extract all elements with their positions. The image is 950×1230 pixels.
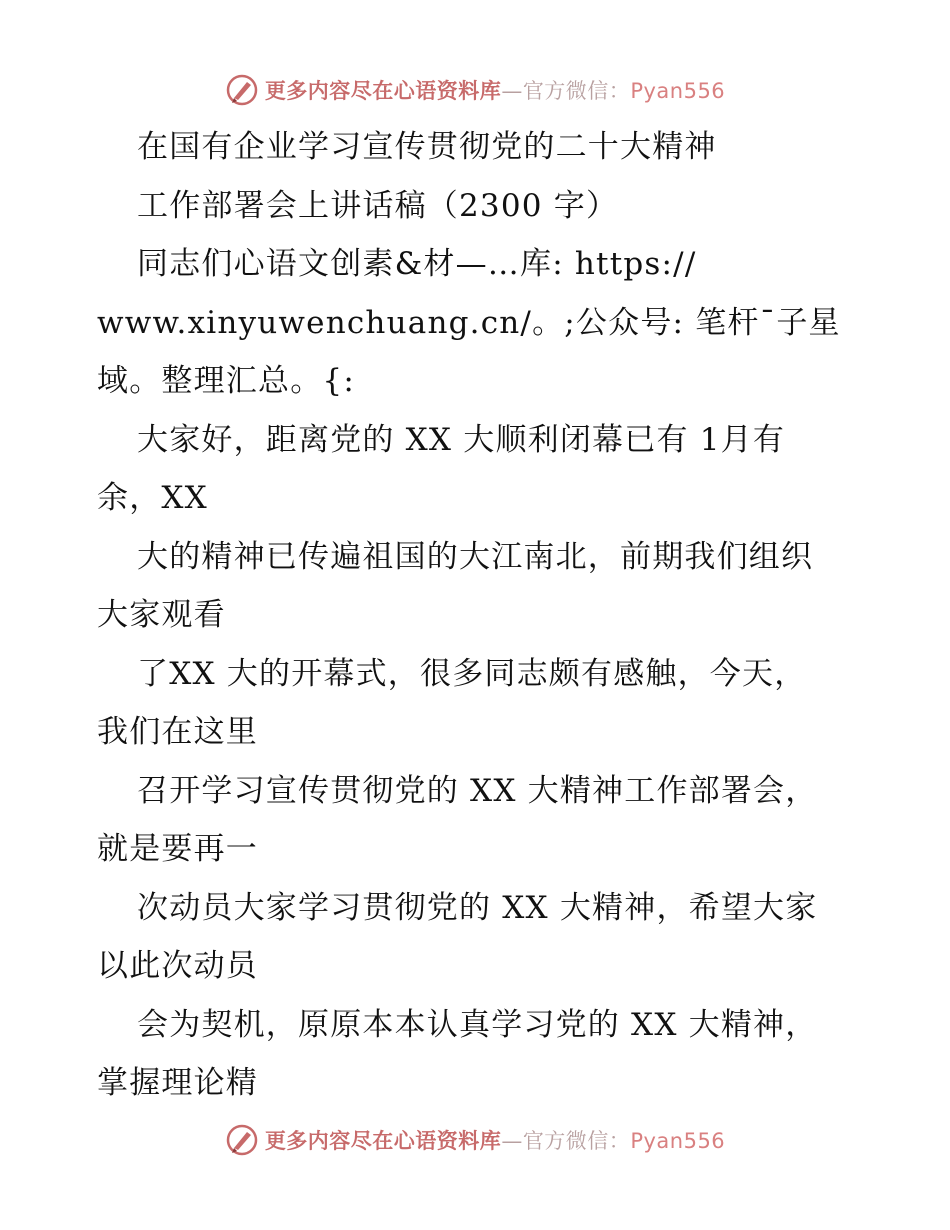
text-line: 掌握理论精 bbox=[97, 1065, 258, 1101]
text-line: 会为契机，原原本本认真学习党的 XX 大精神， bbox=[137, 1006, 818, 1043]
pen-logo-icon bbox=[225, 73, 259, 107]
pen-logo-icon bbox=[225, 1123, 259, 1157]
text-line: 余，XX bbox=[97, 480, 208, 516]
text-line: www.xinyuwenchuang.cn/。;公众号: 笔杆¯子星 bbox=[97, 304, 841, 341]
text-line: 我们在这里 bbox=[97, 714, 258, 750]
text-line: 召开学习宣传贯彻党的 XX 大精神工作部署会， bbox=[137, 772, 818, 809]
header-watermark bbox=[0, 70, 950, 110]
text-line: 就是要再一 bbox=[97, 831, 258, 867]
document-body bbox=[97, 118, 877, 1113]
text-line: 同志们心语文创素&材—…库: https:// bbox=[137, 246, 697, 282]
text-line: 工作部署会上讲话稿（2300 字） bbox=[137, 187, 619, 224]
text-line: 了XX 大的开幕式，很多同志颇有感触，今天， bbox=[137, 655, 807, 692]
text-line: 次动员大家学习贯彻党的 XX 大精神，希望大家 bbox=[137, 889, 818, 926]
text-line: 大家观看 bbox=[97, 597, 226, 633]
watermark-text: 更多内容尽在心语资料库—官方微信：Pyan556 bbox=[264, 79, 726, 103]
text-line: 大家好，距离党的 XX 大顺利闭幕已有 1月有 bbox=[137, 421, 786, 458]
text-line: 域。整理汇总。{: bbox=[97, 363, 355, 399]
watermark-text: 更多内容尽在心语资料库—官方微信：Pyan556 bbox=[264, 1129, 726, 1153]
text-line: 以此次动员 bbox=[97, 948, 258, 984]
text-line: 大的精神已传遍祖国的大江南北，前期我们组织 bbox=[137, 538, 814, 575]
footer-watermark bbox=[0, 1120, 950, 1160]
text-line: 在国有企业学习宣传贯彻党的二十大精神 bbox=[137, 129, 717, 165]
